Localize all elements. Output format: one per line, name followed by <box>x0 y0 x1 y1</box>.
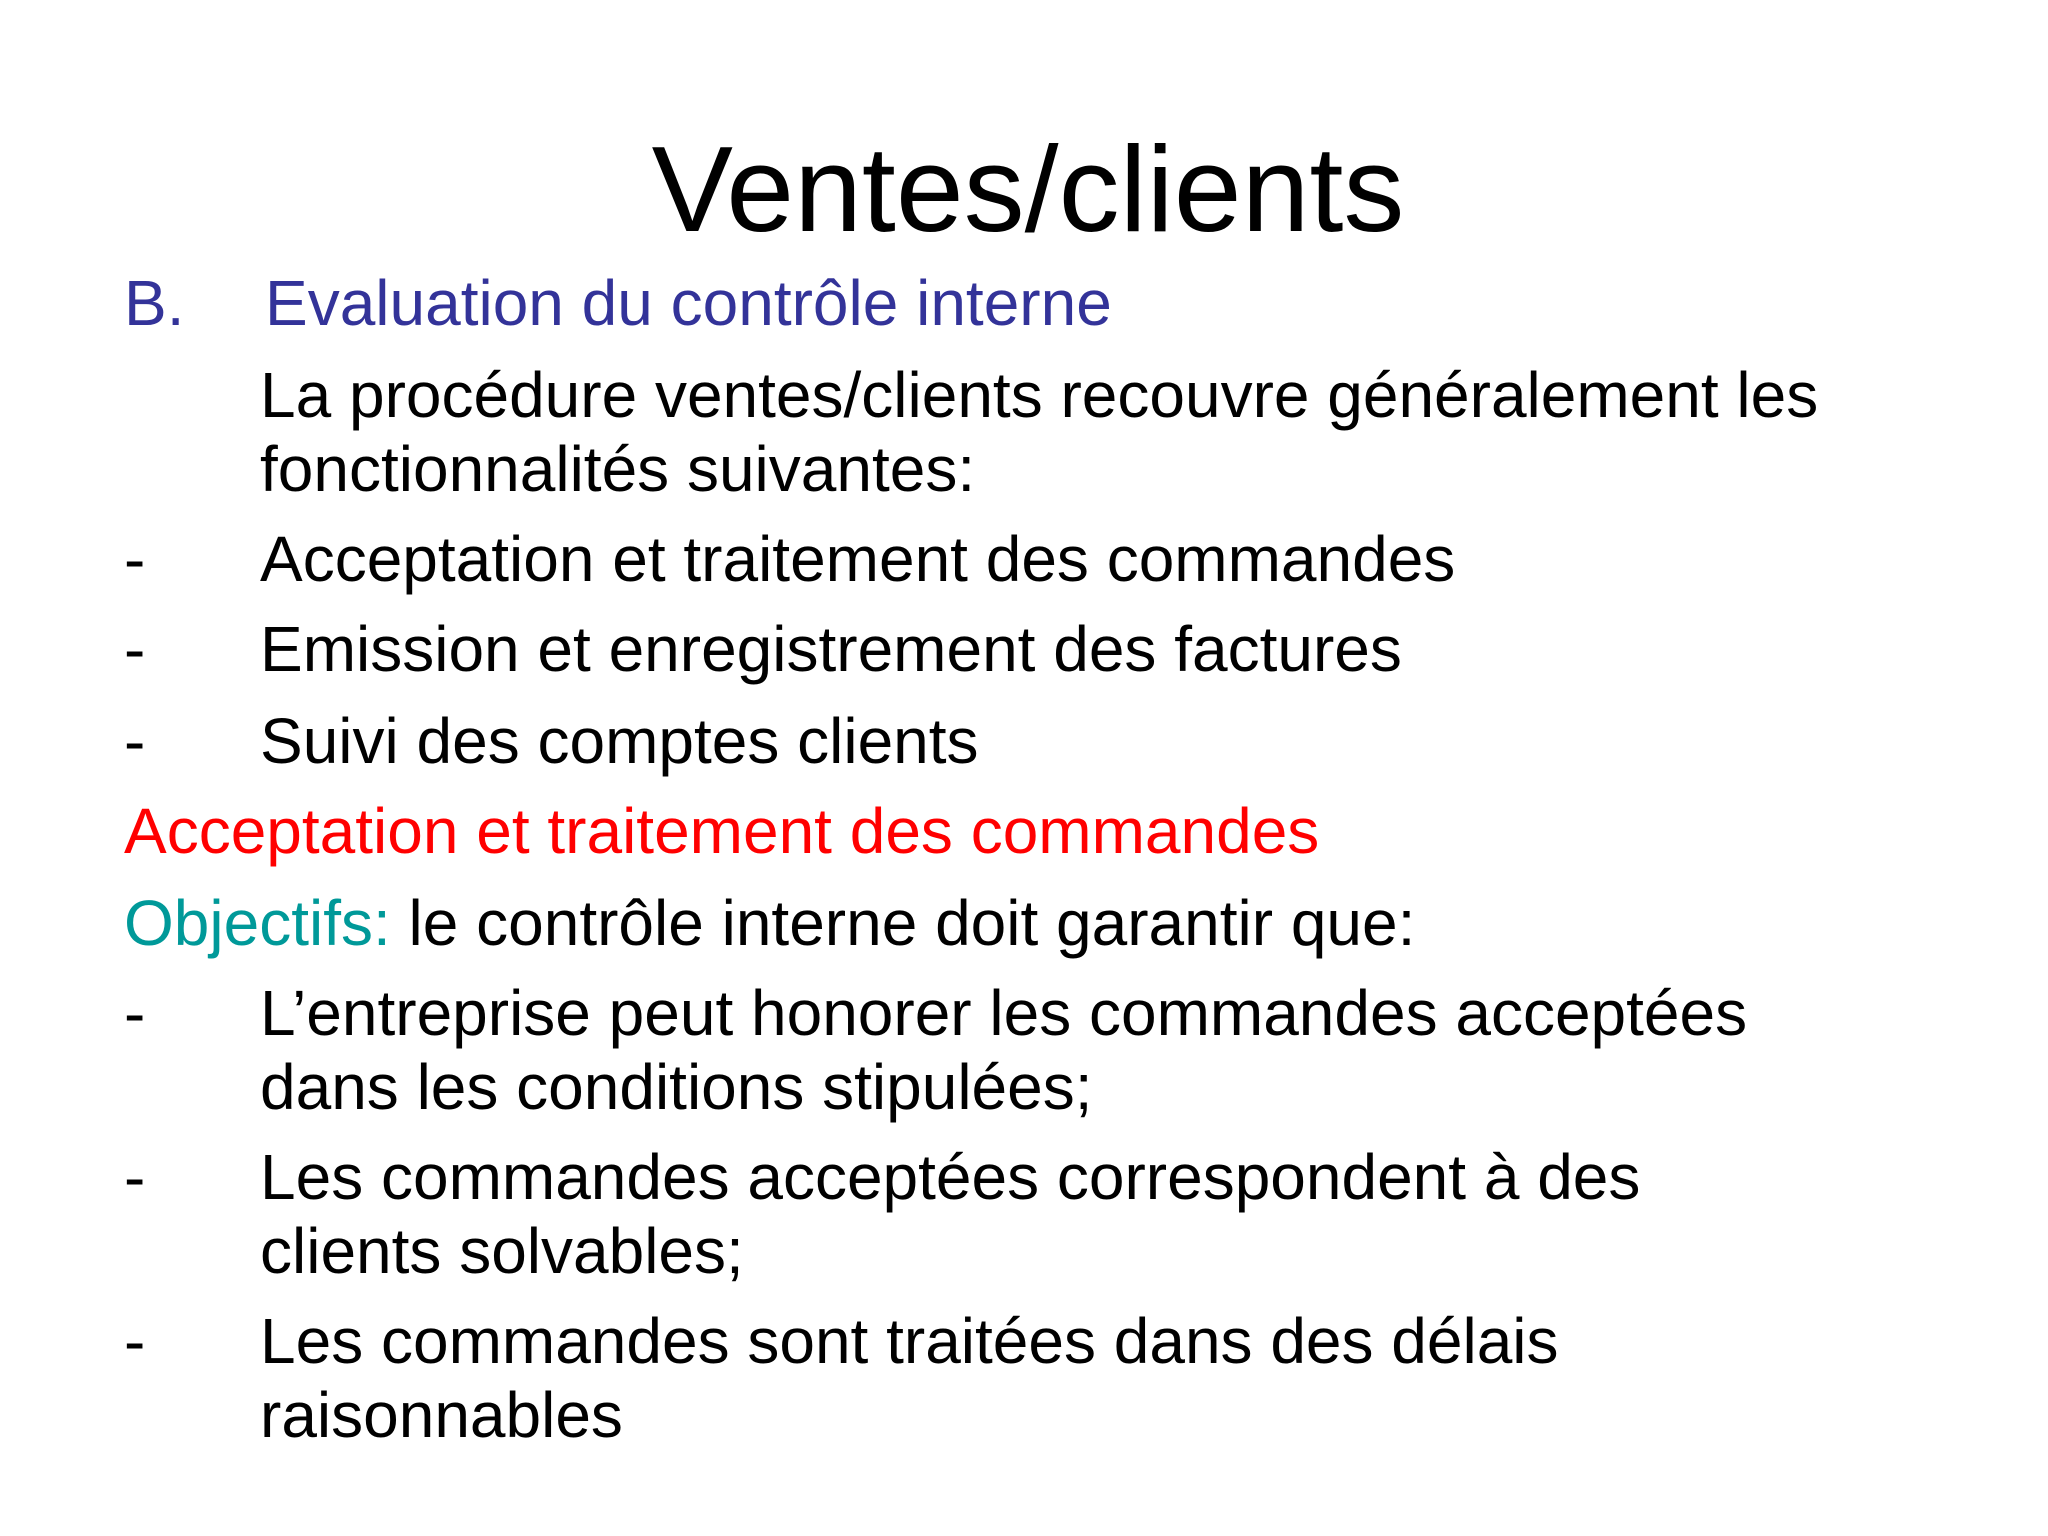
function-item-2: Emission et enregistrement des factures <box>260 613 1402 685</box>
function-item-3: Suivi des comptes clients <box>260 705 979 777</box>
subheading: Acceptation et traitement des commandes <box>124 795 1320 867</box>
objectives-label: Objectifs: <box>124 887 391 959</box>
function-dash-1: - <box>124 523 146 595</box>
section-heading: Evaluation du contrôle interne <box>265 267 1112 339</box>
objective-dash-3: - <box>124 1305 146 1377</box>
function-item-1: Acceptation et traitement des commandes <box>260 523 1456 595</box>
objective-item-1-line-2: dans les conditions stipulées; <box>260 1051 1093 1123</box>
objective-item-3-line-1: Les commandes sont traitées dans des délais <box>260 1305 1559 1377</box>
objective-item-2-line-2: clients solvables; <box>260 1215 744 1287</box>
objective-dash-1: - <box>124 977 146 1049</box>
slide-title: Ventes/clients <box>651 121 1405 257</box>
function-dash-3: - <box>124 705 146 777</box>
objective-dash-2: - <box>124 1141 146 1213</box>
objectives-line <box>124 886 1415 960</box>
intro-line-1: La procédure ventes/clients recouvre généralement les <box>260 359 1819 431</box>
objective-item-3-line-2: raisonnables <box>260 1379 623 1451</box>
section-marker: B. <box>124 267 185 339</box>
objective-item-2-line-1: Les commandes acceptées correspondent à des <box>260 1141 1641 1213</box>
objectives-text: le contrôle interne doit garantir que: <box>390 887 1416 959</box>
objective-item-1-line-1: L’entreprise peut honorer les commandes acceptées <box>260 977 1748 1049</box>
function-dash-2: - <box>124 613 146 685</box>
intro-line-2: fonctionnalités suivantes: <box>260 433 976 505</box>
